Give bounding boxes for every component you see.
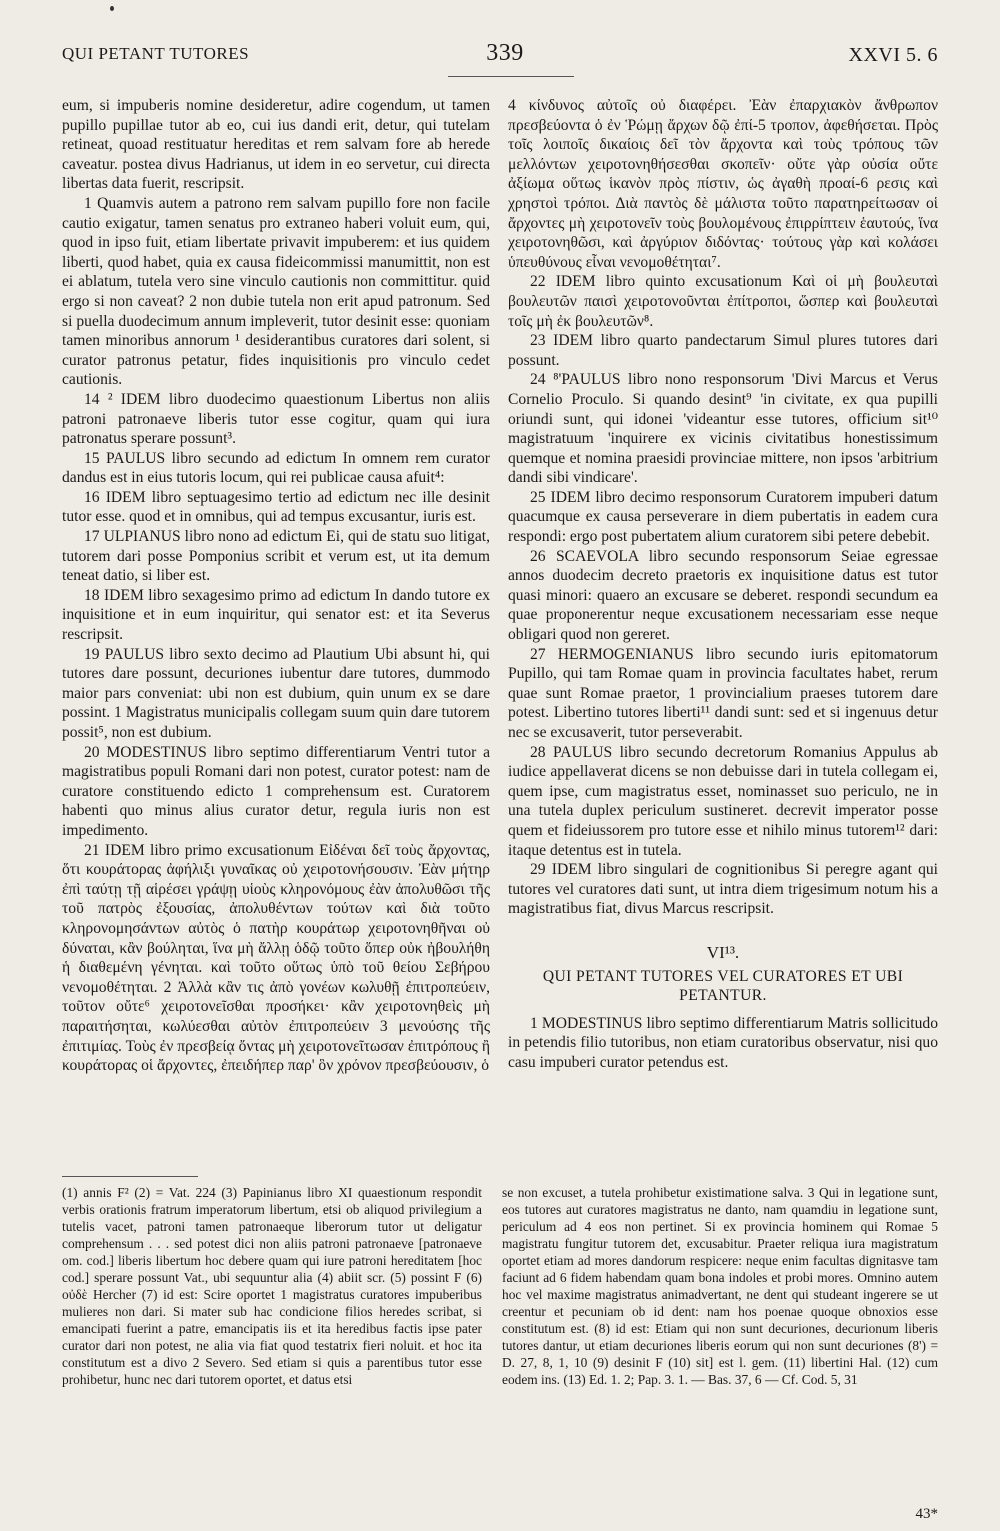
paragraph: 22 IDEM libro quinto excusationum Καὶ οἱ μὴ βουλευταὶ βουλευτῶν παισὶ χειροτονοῦνται ἐπίτροποι, ὥσπερ καὶ βουλευταὶ τοῖς μὴ ἐκ βουλευτῶν⁸.: [508, 273, 938, 330]
running-head-left: QUI PETANT TUTORES: [62, 44, 250, 63]
paragraph: eum, si impuberis nomine desideretur, adire cogendum, ut tamen pupillo pupillae tutor ab eo, cui ius dandi erit, detur, qui tutelam retineat, quoad restituatur hereditas et rem salvam fore ab herede caveatur. postea divus Hadrianus, ut idem in eo servetur, cui directa libertas data fuerit, rescripsit.: [62, 97, 490, 193]
paragraph: 1 Quamvis autem a patrono rem salvam pupillo fore non facile cautio exigatur, tamen senatus pro extraneo haberi voluit eum, qui, quod in ipso fuit, etiam libertate privavit impuberem: et ius quidem liberti, quod habet, quia ex causa fideicommissi manumittit, non est ei ablatum, tutela vero sine vinculo cautionis non committitur. quid ergo si non caveat? 2 non dubie tutela non erit apud patronum. Sed si puella duodecimum annum impleverit, tutor desinit esse: quoniam tamen minoribus annorum ¹ desiderantibus curatores dari solent, si curator patronus petatur, fides inquisitionis pro vinculo cedet cautionis.: [62, 194, 490, 389]
right-column: [508, 96, 938, 1168]
paragraph: 18 IDEM libro sexagesimo primo ad edictum In dando tutore ex inquisitione et in eum inquiritur, qui senator est: et ita Severus rescripsit.: [62, 586, 490, 644]
paragraph: 1 MODESTINUS libro septimo differentiarum Matris sollicitudo in petendis filio tutoribus, non etiam curatoribus observatur, nisi quo casu impuberi curator petendus est.: [508, 1014, 938, 1071]
paragraph: 28 PAULUS libro secundo decretorum Romanius Appulus ab iudice appellaverat dicens se non debuisse dari in tutela collegam ei, quem ipse, cum magistratus esset, nominasset suo periculo, ne in una tutela duplex periculum sustineret. decrevit imperator posse quem et fideiussorem pro tutore esse et nihilo minus tutorem¹² dari: itaque detentus est in tutela.: [508, 743, 938, 859]
paragraph: 4 κίνδυνος αὐτοῖς οὐ διαφέρει. Ἐὰν ἐπαρχιακὸν ἄνθρωπον πρεσβεύοντα ὁ ἐν Ῥώμῃ ἄρχων δῷ ἐπί-5 τροπον, ἀφεθήσεται. Πρὸς τοῖς λοιποῖς δικαίοις δεῖ τὸν ἄρχοντα καὶ τοὺς τρόπους τῶν μελλόντων χειροτονηθήσεσθαι σκοπεῖν· οὔτε γὰρ οὐσία οὔτε ἀξίωμα οὕτως ἱκανὸν πρὸς πίστιν, ὡς ἀγαθὴ προαί-6 ρεσις καὶ χρηστοὶ τρόποι. Διὰ παντὸς δὲ μάλιστα τοῦτο παρατηρείτωσαν οἱ ἄρχοντες μὴ χειροτονεῖν τοὺς βουλομένους ἐπιρρίπτειν ἑαυτούς, ἵνα χειροτονηθῶσι, καὶ ἀργύριον διδόντας· τούτους γὰρ καὶ κολάσει ὑπευθύνους εἶναι νενομοθέτηται⁷.: [508, 97, 938, 271]
paragraph: 17 ULPIANUS libro nono ad edictum Ei, qui de statu suo litigat, tutorem dari posse Pomponius scribit et verum est, ut ita demum teneat datio, si liber est.: [62, 528, 490, 585]
paragraph: 15 PAULUS libro secundo ad edictum In omnem rem curator dandus est in eius tutoris locum, qui rei publicae causa afuit⁴:: [62, 449, 490, 487]
section-number: VI¹³.: [706, 942, 740, 962]
paragraph: 23 IDEM libro quarto pandectarum Simul plures tutores dari possunt.: [508, 332, 938, 369]
paragraph: 16 IDEM libro septuagesimo tertio ad edictum nec ille desinit tutor esse. quod et in omnibus, qui ad tempus excusantur, iuris est.: [62, 488, 490, 526]
ink-speck: [110, 6, 114, 11]
paragraph: 27 HERMOGENIANUS libro secundo iuris epitomatorum Pupillo, qui tam Romae quam in provincia facultates habet, rerum quae sunt Romae praetor, 1 provincialium praeses tutorem dare potest. Libertino tutores liberti¹¹ dandi sunt: sed et si ingenuus detur nec se excusaverit, tutor perseverabit.: [508, 645, 938, 741]
paragraph: 21 IDEM libro primo excusationum Εἰδέναι δεῖ τοὺς ἄρχοντας, ὅτι κουράτορας ἀφήλιξι γυναῖκας οὐ χειροτονήσουσιν. Ἐὰν μήτηρ ἐπὶ ταύτῃ τῇ αἱρέσει γράψῃ υἱοὺς κληρονόμους ἐὰν ἀπολυθῶσι τῆς τοῦ πατρὸς ἐξουσίας, ἀπολυθέντων τούτων καὶ διὰ τοῦτο κληρονομησάντων αὐτὸς ὁ πατὴρ κουράτωρ χειροτονηθῆναι οὐ δύναται, κἂν βούληται, ἵνα μὴ ἄλλῃ ὁδῷ τοῦτο ὅπερ οὐκ ἠβουλήθη ἡ διαθεμένη γένηται. καὶ τοῦτο οὕτως ὑπὸ τοῦ θείου Σεβήρου νενομοθέτηται. 2 Ἀλλὰ κἂν τις ἀπὸ γονέων κωλυθῇ ἐπιτροπεύειν, τοῦτον οὔτε⁶ χειροτονεῖσθαι προσήκει· κἂν χειροτονηθεὶς μὴ παραιτήσηται, κωλύεσθαι αὐτὸν ἐπιτροπεύειν 3 μενούσης τῆς ἐπιτιμίας. Τοὺς ἐν πρεσβείᾳ ὄντας μὴ χειροτονεῖτωσαν ἐπιτρόπους ἢ κουράτορας οἱ ἄρχοντες, ἐπειδήπερ παρ' ὃν χρόνον πρεσβεύουσιν, ὁ: [62, 841, 490, 1075]
section-heading: QUI PETANT TUTORES VEL CURATORES ET UBI PETANTUR.: [542, 967, 904, 1005]
footnotes-right: se non excuset, a tutela prohibetur existimatione salva. 3 Qui in legatione sunt, eos tutores aut curatores magistratus ne danto, nam quamdiu in legatione sunt, periculum ad 4 eos non pertinet. Si ex provincia hominem qui Romae 5 magistratu fungitur tutorem det, excusabitur. Praeter reliqua iura magistratum oportet etiam ad mores dandorum respicere: neque enim facultas dignitasve tam faciunt ad 6 fidem habendam quam bona indoles et probi mores. Omnino autem hoc vel maxime magistratus animadvertant, ne dent qui studeant ingerere se ut creentur et pecuniam ob id dent: nam hos poenae quoque obnoxios esse constitutum est. (8) id est: Etiam qui non sunt decuriones, decurionum liberis tutores dantur, ut etiam decuriones liberis eorum qui non sunt decuriones (8') = D. 27, 8, 1, 10 (9) desinit F (10) sit] est l. gem. (11) libertini Hal. (12) cum eodem ins. (13) Ed. 1. 2; Pap. 3. 1. — Bas. 37, 6 — Cf. Cod. 5, 31: [502, 1185, 938, 1387]
page-number: 339: [486, 40, 524, 66]
paragraph: 14 ² IDEM libro duodecimo quaestionum Libertus non aliis patroni patronaeve liberis tutor esse cogitur, quam qui iura patronatus sperare possunt³.: [62, 390, 490, 448]
footnotes-left: (1) annis F² (2) = Vat. 224 (3) Papinianus libro XI quaestionum respondit verbis orationis fratrum imperatorum libertum, etsi ob aliquod privilegium a tutelis vacet, patroni tamen patronaeque liberorum tutor ut deligatur comprehensum . . . sed potest dici non aliis patroni patronaeve [patronaeve om. cod.] liberis libertum hoc debere quam qui iure patroni hereditatem [hoc cod.] sperare possunt Vat., ubi sequuntur alia (4) abiit scr. (5) possint F (6) οὐδὲ Hercher (7) id est: Scire oportet 1 magistratus curatores impuberibus mulieres non dari. Si mater sub hac condicione filios heredes scribat, si emancipati fuerint a patre, emancipatis iis et ita heredibus factis ipse pater curator dari non potest, ne alia via fiat quod testatrix fieri noluit. et hoc ita constitutum est a divo 2 Severo. Sed etiam si quis a parentibus tutor esse prohibetur, hunc nec dari tutorem oportet, et datus etsi: [62, 1185, 482, 1387]
paragraph: 25 IDEM libro decimo responsorum Curatorem impuberi datum quacumque ex causa perseverare in diem pubertatis in eadem cura respondi: ergo post pubertatem alium curatorem sibi petere debebit.: [508, 488, 938, 546]
running-head-right: XXVI 5. 6: [848, 44, 938, 66]
paragraph: 24 ⁸'PAULUS libro nono responsorum 'Divi Marcus et Verus Cornelio Proculo. Si quando desint⁹ 'in civitate, ex qua pupilli oriundi sunt, qui idonei 'videantur esse tutores, officium sit¹⁰ magistratuum 'inquirere ex vicinis civitatibus honestissimum quemque et nomina praesidi provinciae mittere, non ipsos 'arbitrium dandi sibi vindicare'.: [508, 371, 938, 487]
left-column: [62, 96, 490, 1168]
header-rule: [448, 76, 574, 77]
paragraph: 19 PAULUS libro sexto decimo ad Plautium Ubi absunt hi, qui tutores dare possunt, decuriones iubentur dare tutores, dummodo maior pars conveniat: ubi non est dubium, quin unum ex se dare possint. 1 Magistratus municipalis collegam suum quin dare tutorem possit⁵, non est dubium.: [62, 645, 490, 741]
paragraph: 29 IDEM libro singulari de cognitionibus Si peregre agant qui tutores vel curatores dati sunt, ut intra diem trigesimum notum his a magistratibus fiat, divus Marcus rescripsit.: [508, 861, 938, 918]
paragraph: 20 MODESTINUS libro septimo differentiarum Ventri tutor a magistratibus populi Romani dari non potest, curator potest: nam de curatore constituendo edicto 1 comprehensum est. Curatorem habenti quo minus alius curator detur, regula iuris non est impedimento.: [62, 743, 490, 839]
paragraph: 26 SCAEVOLA libro secundo responsorum Seiae egressae annos duodecim decreto praetoris ex inquisitione datus est tutor quasi minori: quaero an excusare se deberet. respondi secundum ea quae proponerentur neque excusationem necessariam esse neque obligari quod non gereret.: [508, 547, 938, 644]
footnote-rule: [62, 1176, 198, 1177]
signature-mark: 43*: [915, 1506, 938, 1522]
